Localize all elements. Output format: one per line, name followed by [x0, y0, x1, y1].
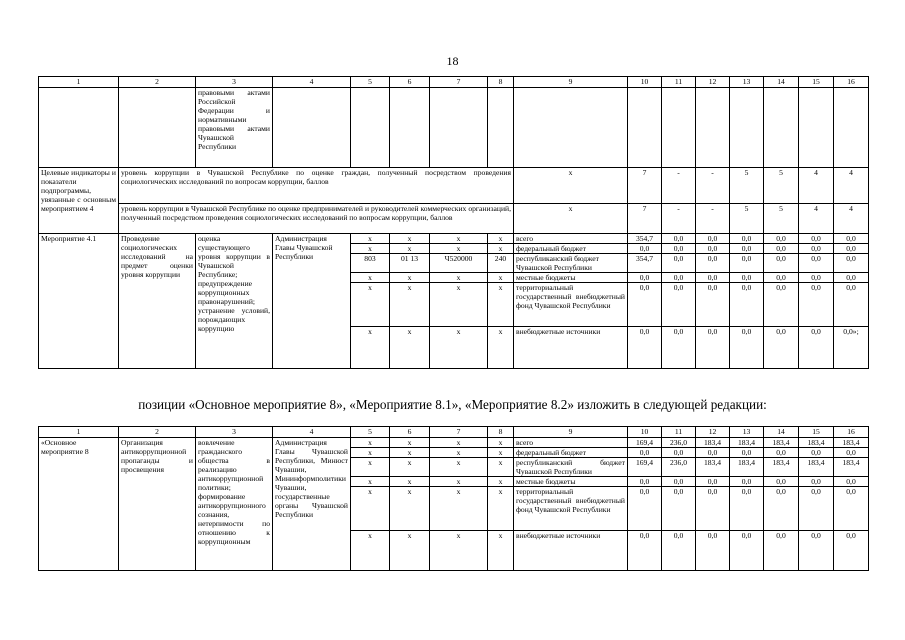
event-description: Организация антикоррупционной пропаганды и просвещения [119, 438, 196, 571]
col-num: 10 [628, 427, 662, 438]
event-goal: оценка существующего уровня коррупции в Чувашской Республике; предупреждение коррупционных правонарушений; устранение условий, порождающих коррупцию [196, 234, 273, 369]
col-num: 3 [196, 427, 273, 438]
program-table-new-edition [38, 426, 869, 571]
col-num: 2 [119, 77, 196, 88]
indicator-text: уровень коррупции в Чувашской Республике по оценке граждан, полученный посредством проведения социологических исследований по вопросам коррупции, баллов [119, 168, 514, 204]
col-num: 12 [696, 427, 730, 438]
continuation-row [39, 88, 869, 168]
col-num: 8 [488, 77, 514, 88]
indicator-row: Целевые индикаторы и показатели подпрограммы, увязанные с основным мероприятием 4 уровень коррупции в Чувашской Республике по оценке граждан, полученный посредством проведения социологических исследований по вопросам коррупции, баллов х 7 - - 5 5 4 4 [39, 168, 869, 204]
col-num: 5 [351, 77, 390, 88]
event-goal: вовлечение гражданского общества в реализацию антикоррупционной политики; формирование антикоррупционного сознания, нетерпимости по отношению к коррупционным [196, 438, 273, 571]
col-num: 2 [119, 427, 196, 438]
col-num: 6 [390, 427, 430, 438]
table-row: х х х х республиканский бюджет Чувашской Республики 169,4 236,0 183,4 183,4 183,4 183,4 183,4 [39, 458, 869, 477]
indicator-row: уровень коррупции в Чувашской Республике по оценке предпринимателей и руководителей коммерческих организаций, полученный посредством проведения социологических исследований по вопросам коррупции, баллов х 7 - - 5 5 4 4 [39, 204, 869, 234]
col-num: 1 [39, 427, 119, 438]
table-row: х х х х местные бюджеты 0,0 0,0 0,0 0,0 0,0 0,0 0,0 [39, 273, 869, 283]
target-indicators-label: Целевые индикаторы и показатели подпрограммы, увязанные с основным мероприятием 4 [39, 168, 119, 234]
col-num: 12 [696, 77, 730, 88]
table-row: х х х х внебюджетные источники 0,0 0,0 0,0 0,0 0,0 0,0 0,0»; [39, 327, 869, 369]
continued-text: правовыми актами Российской Федерации и нормативными правовыми актами Чувашской Республики [196, 88, 273, 168]
table-row: «Основное мероприятие 8 Организация антикоррупционной пропаганды и просвещения вовлечение гражданского общества в реализацию антикоррупционной политики; формирование антикоррупционного сознания, нетерпимости по отношению к коррупционным Администрация Главы Чувашской Республики, Минюст Чувашии, Мининформполитики Чувашии, государственные органы Чувашской Республики х х х х всего 169,4 236,0 183,4 183,4 183,4 183,4 183,4 [39, 438, 869, 448]
col-num: 6 [390, 77, 430, 88]
col-num: 10 [628, 77, 662, 88]
col-num: 11 [662, 77, 696, 88]
table-row: х х х х внебюджетные источники 0,0 0,0 0,0 0,0 0,0 0,0 0,0 [39, 531, 869, 571]
col-num: 9 [514, 427, 628, 438]
col-num: 5 [351, 427, 390, 438]
col-num: 4 [273, 427, 351, 438]
col-num: 8 [488, 427, 514, 438]
col-num: 14 [764, 427, 799, 438]
col-num: 16 [834, 77, 869, 88]
table-row: х х х х территориальный государственный внебюджетный фонд Чувашской Республики 0,0 0,0 0,0 0,0 0,0 0,0 0,0 [39, 487, 869, 531]
event-name: «Основное мероприятие 8 [39, 438, 119, 571]
col-num: 15 [799, 77, 834, 88]
table-row: 803 01 13 Ч520000 240 республиканский бюджет Чувашской Республики 354,7 0,0 0,0 0,0 0,0 0,0 0,0 [39, 254, 869, 273]
col-num: 7 [430, 77, 488, 88]
event-name: Мероприятие 4.1 [39, 234, 119, 369]
col-num: 1 [39, 77, 119, 88]
col-num: 13 [730, 77, 764, 88]
col-num: 4 [273, 77, 351, 88]
event-executor: Администрация Главы Чувашской Республики [273, 234, 351, 369]
event-description: Проведение социологических исследований на предмет оценки уровня коррупции [119, 234, 196, 369]
col-num: 3 [196, 77, 273, 88]
indicator-text: уровень коррупции в Чувашской Республике по оценке предпринимателей и руководителей коммерческих организаций, полученный посредством проведения социологических исследований по вопросам коррупции, баллов [119, 204, 514, 234]
column-number-row [39, 77, 869, 88]
col-num: 9 [514, 77, 628, 88]
col-num: 7 [430, 427, 488, 438]
col-num: 16 [834, 427, 869, 438]
col-num: 11 [662, 427, 696, 438]
program-table-continuation [38, 76, 869, 369]
table-row: х х х х федеральный бюджет 0,0 0,0 0,0 0,0 0,0 0,0 0,0 [39, 244, 869, 254]
col-num: 15 [799, 427, 834, 438]
table-row: х х х х федеральный бюджет 0,0 0,0 0,0 0,0 0,0 0,0 0,0 [39, 448, 869, 458]
column-number-row [39, 427, 869, 438]
table-row: Мероприятие 4.1 Проведение социологических исследований на предмет оценки уровня коррупции оценка существующего уровня коррупции в Чувашской Республике; предупреждение коррупционных правонарушений; устранение условий, порождающих коррупцию Администрация Главы Чувашской Республики х х х х всего 354,7 0,0 0,0 0,0 0,0 0,0 0,0 [39, 234, 869, 244]
table-row: х х х х местные бюджеты 0,0 0,0 0,0 0,0 0,0 0,0 0,0 [39, 477, 869, 487]
event-executor: Администрация Главы Чувашской Республики, Минюст Чувашии, Мининформполитики Чувашии, государственные органы Чувашской Республики [273, 438, 351, 571]
section-title: позиции «Основное мероприятие 8», «Мероприятие 8.1», «Мероприятие 8.2» изложить в следующей редакции: [138, 397, 767, 412]
page-number: 18 [446, 54, 459, 68]
col-num: 13 [730, 427, 764, 438]
table-row: х х х х территориальный государственный внебюджетный фонд Чувашской Республики 0,0 0,0 0,0 0,0 0,0 0,0 0,0 [39, 283, 869, 327]
col-num: 14 [764, 77, 799, 88]
